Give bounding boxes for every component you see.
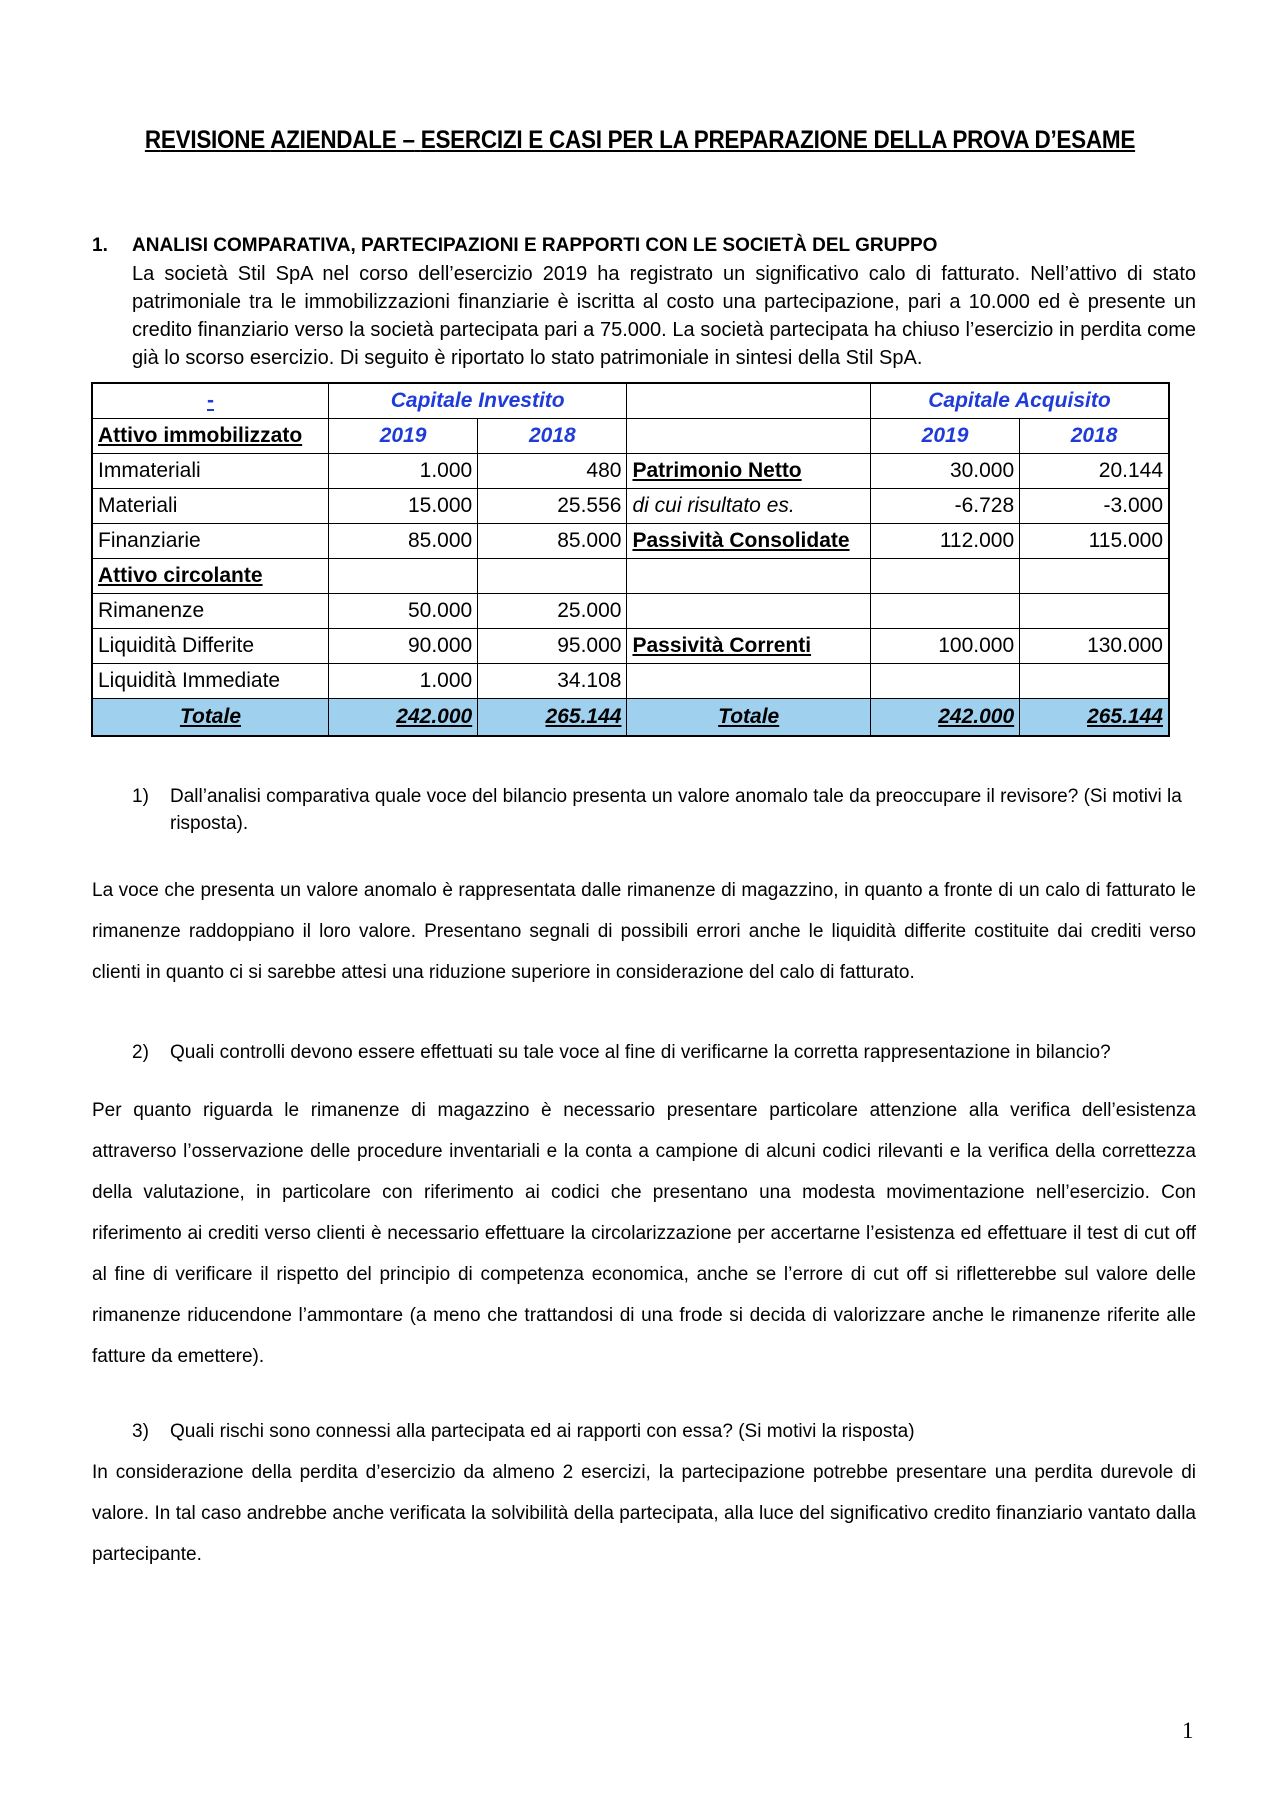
- row-label: Passività Correnti: [627, 629, 870, 664]
- table-total-row: [92, 699, 1169, 737]
- cell-value: 112.000: [870, 524, 1019, 559]
- cell-value: 90.000: [328, 629, 477, 664]
- balance-sheet-table: [91, 382, 1170, 737]
- row-label: Passività Consolidate: [627, 524, 870, 559]
- table-row: [92, 629, 1169, 664]
- table-row: [92, 524, 1169, 559]
- question-1: [132, 783, 1196, 837]
- total-value: 242.000: [870, 699, 1019, 737]
- answer-2: Per quanto riguarda le rimanenze di magazzino è necessario presentare particolare attenzione alla verifica dell’esistenza attraverso l’osservazione delle procedure inventariali e la conta a campione di alcuni codici rilevanti e la verifica della correttezza della valutazione, in particolare con riferimento ai codici che presentano una modesta movimentazione nell’esercizio. Con riferimento ai crediti verso clienti è necessario effettuare la circolarizzazione per accertarne l’esistenza ed effettuare il test di cut off al fine di verificare il rispetto del principio di competenza economica, anche se l’errore di cut off si rifletterebbe sul valore delle rimanenze riducendone l’ammontare (a meno che trattandosi di una frode si decida di valorizzare anche le rimanenze riferite alle fatture da emettere).: [92, 1100, 1196, 1367]
- total-label: Totale: [627, 699, 870, 737]
- cell-value: 115.000: [1020, 524, 1169, 559]
- cell-value: 1.000: [328, 664, 477, 699]
- cell-value: 130.000: [1020, 629, 1169, 664]
- total-value: 265.144: [1020, 699, 1169, 737]
- row-label: Attivo circolante: [92, 559, 328, 594]
- header-capitale-acquisito: Capitale Acquisito: [870, 383, 1169, 419]
- row-label: Liquidità Differite: [92, 629, 328, 664]
- total-label: Totale: [92, 699, 328, 737]
- corner-mark: -: [206, 389, 214, 412]
- question-text: Quali rischi sono connessi alla partecipata ed ai rapporti con essa? (Si motivi la risposta): [170, 1421, 915, 1442]
- section-heading: 1. ANALISI COMPARATIVA, PARTECIPAZIONI E RAPPORTI CON LE SOCIETÀ DEL GRUPPO: [92, 235, 938, 256]
- total-value: 242.000: [328, 699, 477, 737]
- question-number: 1): [132, 786, 149, 807]
- answer-1: La voce che presenta un valore anomalo è rappresentata dalle rimanenze di magazzino, in quanto a fronte di un calo di fatturato le rimanenze raddoppiano il loro valore. Presentano segnali di possibili errori anche le liquidità differite costituite dai crediti verso clienti in quanto ci si sarebbe attesi una riduzione superiore in considerazione del calo di fatturato.: [92, 880, 1196, 983]
- cell-value: 85.000: [328, 524, 477, 559]
- year-header: 2019: [328, 419, 477, 454]
- total-value: 265.144: [478, 699, 627, 737]
- row-label: di cui risultato es.: [627, 489, 870, 524]
- cell-value: 50.000: [328, 594, 477, 629]
- cell-value: 95.000: [478, 629, 627, 664]
- question-text: Dall’analisi comparativa quale voce del bilancio presenta un valore anomalo tale da preoccupare il revisore? (Si motivi la risposta).: [170, 786, 1182, 834]
- row-label: Rimanenze: [92, 594, 328, 629]
- cell-value: 20.144: [1020, 454, 1169, 489]
- table-row: [92, 489, 1169, 524]
- table-row: [92, 419, 1169, 454]
- question-number: 2): [132, 1042, 149, 1063]
- cell-value: 34.108: [478, 664, 627, 699]
- cell-value: 1.000: [328, 454, 477, 489]
- year-header: 2018: [478, 419, 627, 454]
- year-header: 2018: [1020, 419, 1169, 454]
- answer-3: In considerazione della perdita d’esercizio da almeno 2 esercizi, la partecipazione potrebbe presentare una perdita durevole di valore. In tal caso andrebbe anche verificata la solvibilità della partecipata, alla luce del significativo credito finanziario vantato dalla partecipante.: [92, 1462, 1196, 1565]
- row-label: Liquidità Immediate: [92, 664, 328, 699]
- year-header: 2019: [870, 419, 1019, 454]
- table-row: [92, 664, 1169, 699]
- cell-value: -6.728: [870, 489, 1019, 524]
- cell-value: 15.000: [328, 489, 477, 524]
- table-row: [92, 454, 1169, 489]
- section-intro: La società Stil SpA nel corso dell’esercizio 2019 ha registrato un significativo calo di fatturato. Nell’attivo di stato patrimoniale tra le immobilizzazioni finanziarie è iscritta al costo una partecipazione, pari a 10.000 ed è presente un credito finanziario verso la società partecipata pari a 75.000. La società partecipata ha chiuso l’esercizio in perdita come già lo scorso esercizio. Di seguito è riportato lo stato patrimoniale in sintesi della Stil SpA.: [132, 263, 1196, 369]
- row-label: Attivo immobilizzato: [92, 419, 328, 454]
- row-label: Patrimonio Netto: [627, 454, 870, 489]
- row-label: Finanziarie: [92, 524, 328, 559]
- row-label: Immateriali: [92, 454, 328, 489]
- question-number: 3): [132, 1421, 149, 1442]
- table-header-row: [92, 383, 1169, 419]
- row-label: Materiali: [92, 489, 328, 524]
- document-title: REVISIONE AZIENDALE – ESERCIZI E CASI PER LA PREPARAZIONE DELLA PROVA D’ESAME: [144, 126, 1136, 154]
- cell-value: 480: [478, 454, 627, 489]
- page-number: 1: [1182, 1718, 1194, 1743]
- cell-value: -3.000: [1020, 489, 1169, 524]
- table-row: [92, 594, 1169, 629]
- section-number: 1.: [92, 235, 108, 256]
- cell-value: 100.000: [870, 629, 1019, 664]
- table-row: [92, 559, 1169, 594]
- cell-value: 30.000: [870, 454, 1019, 489]
- header-capitale-investito: Capitale Investito: [328, 383, 627, 419]
- question-text: Quali controlli devono essere effettuati su tale voce al fine di verificarne la corretta rappresentazione in bilancio?: [170, 1042, 1111, 1063]
- cell-value: 85.000: [478, 524, 627, 559]
- question-3: [132, 1418, 1196, 1445]
- question-2: [132, 1039, 1196, 1066]
- cell-value: 25.000: [478, 594, 627, 629]
- cell-value: 25.556: [478, 489, 627, 524]
